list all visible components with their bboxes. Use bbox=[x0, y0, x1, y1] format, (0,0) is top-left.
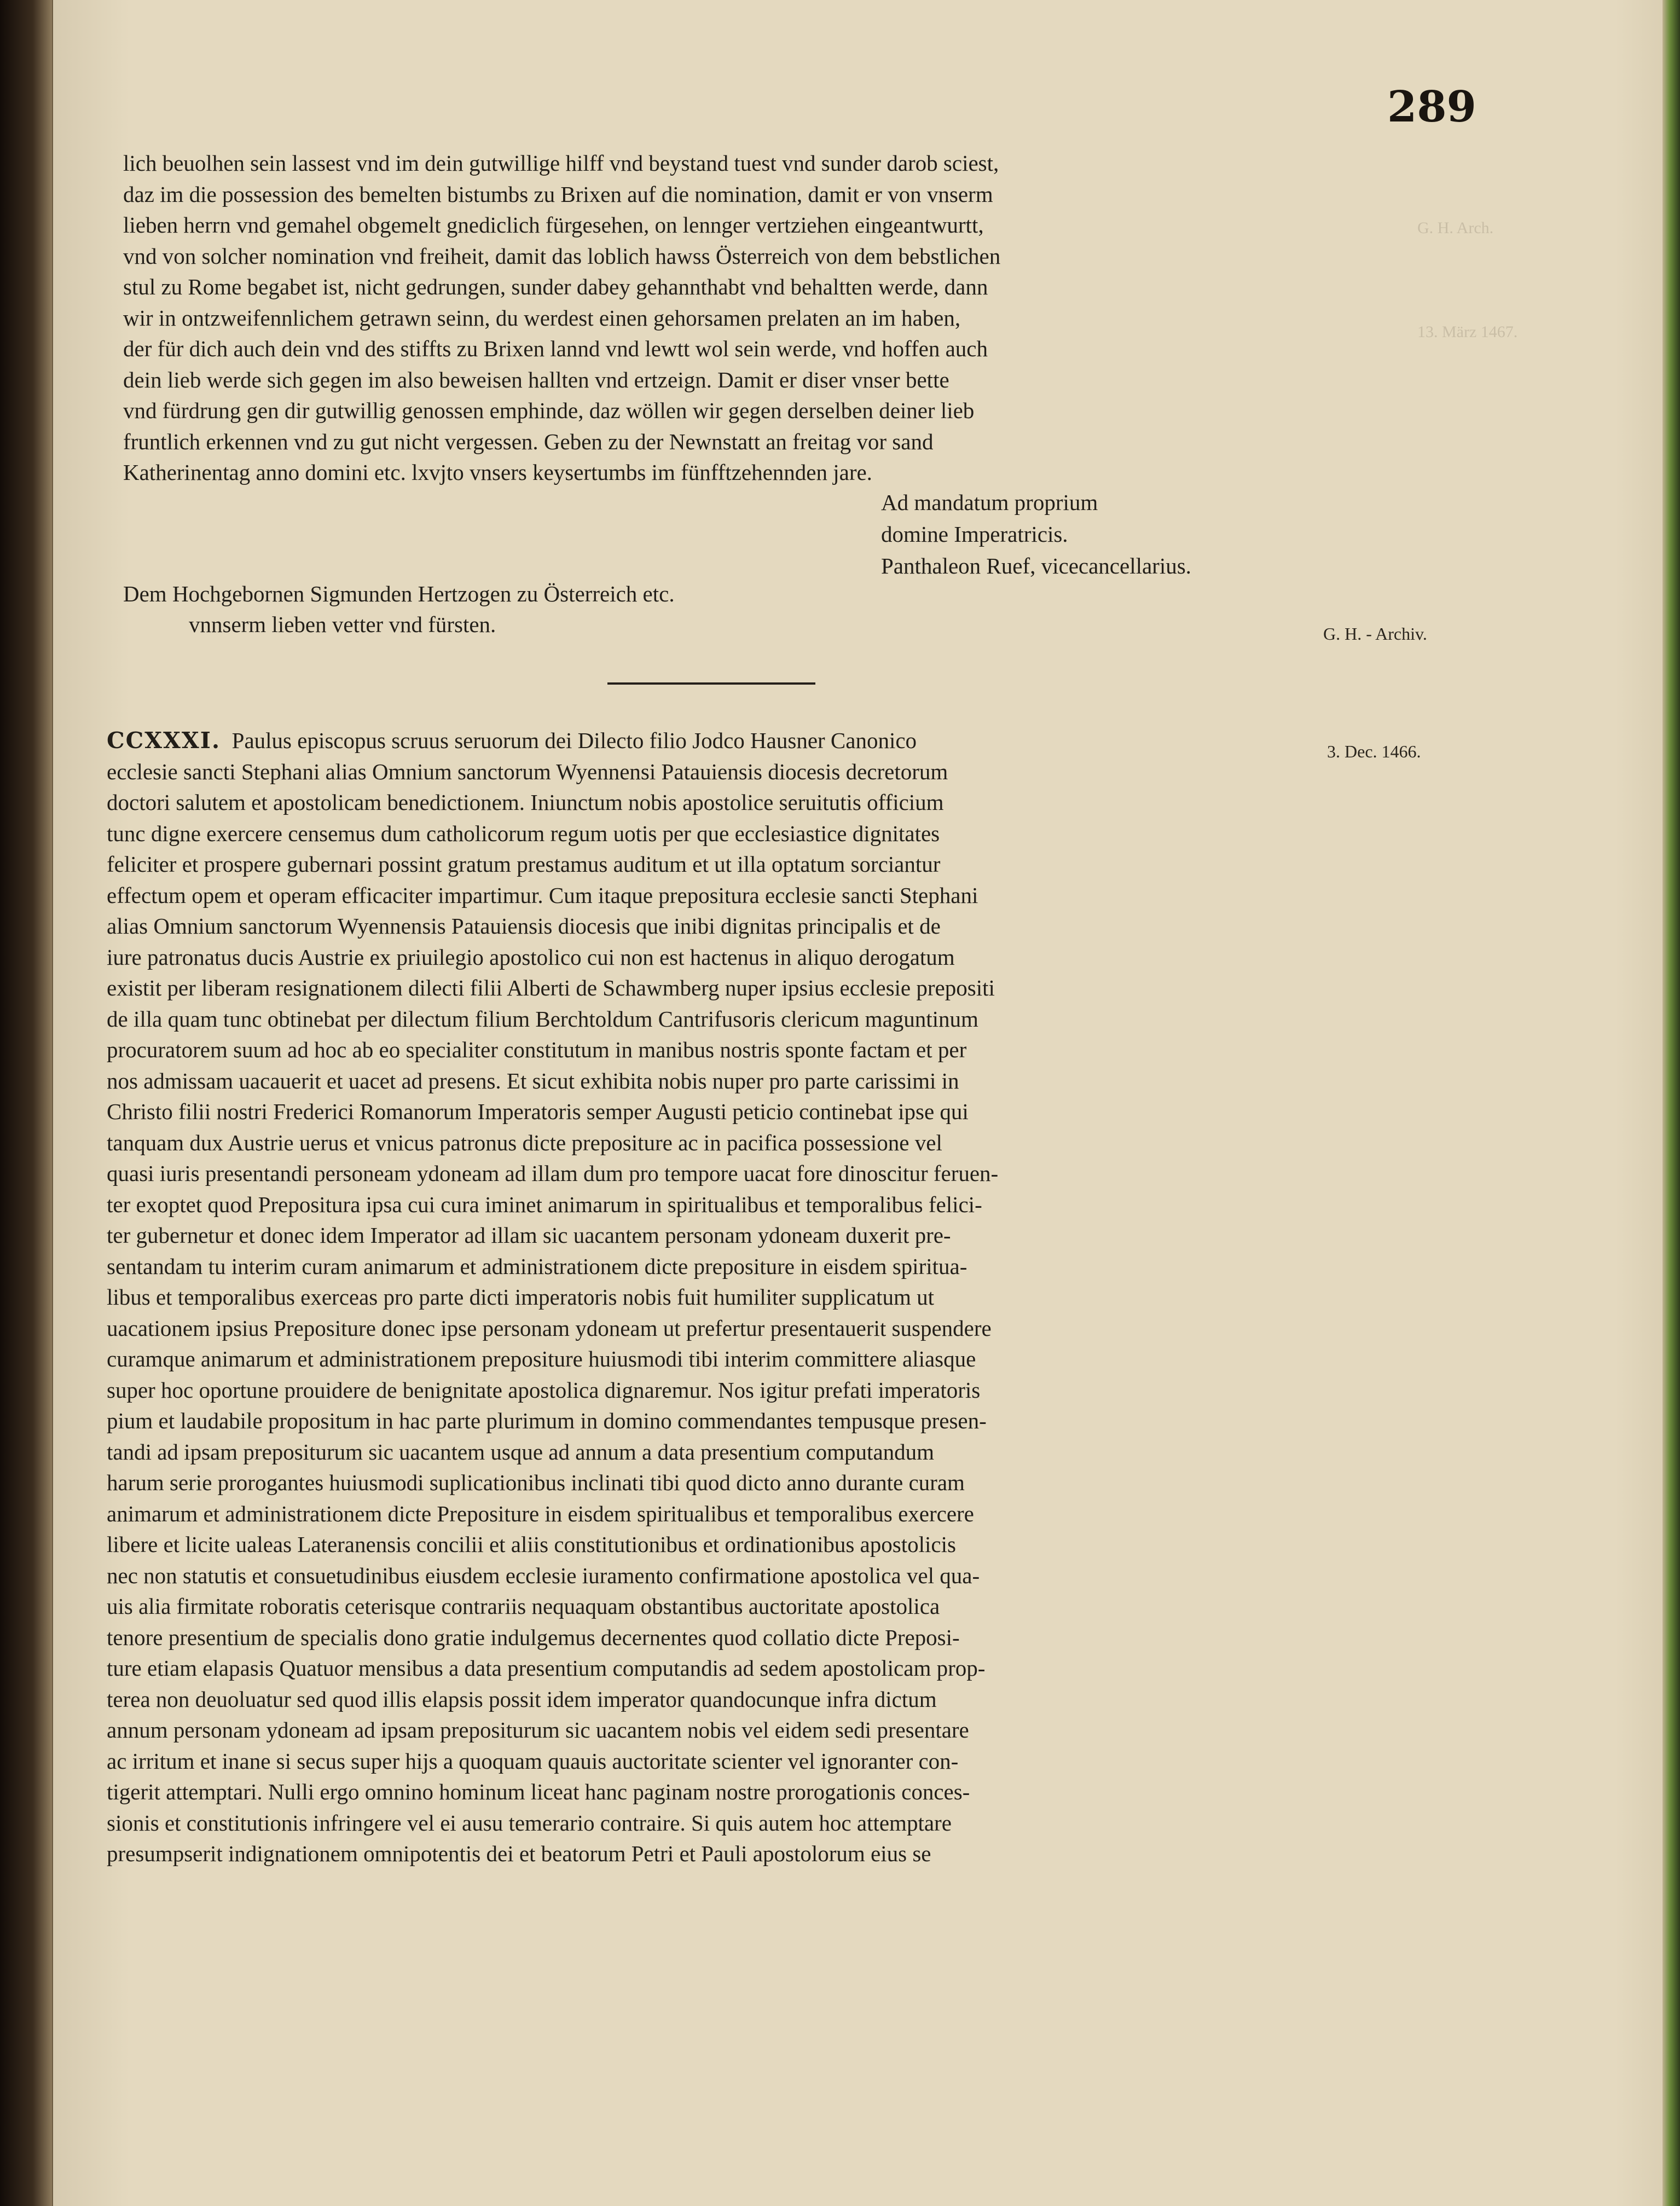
text-line: Katherinentag anno domini etc. lxvjto vnsers keysertumbs im fünfftzehennden jare. bbox=[123, 460, 872, 485]
text-line: effectum opem et operam efficaciter impartimur. Cum itaque prepositura ecclesie sancti Stephani bbox=[107, 882, 978, 908]
text-line: terea non deuoluatur sed quod illis elapsis possit idem imperator quandocunque infra dictum bbox=[107, 1686, 937, 1712]
text-line: doctori salutem et apostolicam benedictionem. Iniunctum nobis apostolice seruitutis officium bbox=[107, 790, 944, 815]
text-line: Christo filii nostri Frederici Romanorum Imperatoris semper Augusti peticio continebat ipse qui bbox=[107, 1099, 969, 1124]
text-line: libus et temporalibus exerceas pro parte dicti imperatoris nobis fuit humiliter supplicatum ut bbox=[107, 1284, 935, 1310]
text-line: uis alia firmitate roboratis ceterisque contrariis nequaquam obstantibus auctoritate apostolica bbox=[107, 1594, 940, 1619]
document-number: CCXXXI. bbox=[107, 727, 221, 754]
text-line: existit per liberam resignationem dilecti filii Alberti de Schawmberg nuper ipsius ecclesie prepositi bbox=[107, 975, 995, 1000]
text-line: ecclesie sancti Stephani alias Omnium sanctorum Wyennensi Patauiensis diocesis decretorum bbox=[107, 759, 948, 784]
top-letter-body bbox=[123, 148, 1313, 488]
signature-line-1: Ad mandatum proprium bbox=[881, 490, 1098, 515]
document-body bbox=[107, 725, 1311, 1869]
margin-date: 3. Dec. 1466. bbox=[1327, 742, 1421, 761]
address-line-2: vnnserm lieben vetter vnd fürsten. bbox=[189, 612, 496, 637]
text-line: curamque animarum et administrationem prepositure huiusmodi tibi interim committere aliasque bbox=[107, 1346, 976, 1371]
document-first-line bbox=[107, 725, 1311, 756]
text-line: uacationem ipsius Prepositure donec ipse personam ydoneam ut prefertur presentauerit suspendere bbox=[107, 1315, 992, 1341]
page-number: 289 bbox=[1387, 82, 1476, 132]
text-line: sionis et constitutionis infringere vel ei ausu temerario contraire. Si quis autem hoc attemptare bbox=[107, 1810, 952, 1836]
text-line: tenore presentium de specialis dono gratie indulgemus decernentes quod collatio dicte Preposi- bbox=[107, 1624, 960, 1650]
text-line: nos admissam uacauerit et uacet ad presens. Et sicut exhibita nobis nuper pro parte carissimi in bbox=[107, 1068, 959, 1093]
section-divider bbox=[607, 682, 815, 685]
text-line: der für dich auch dein vnd des stiffts zu Brixen lannd vnd lewtt wol sein werde, vnd hoffen auch bbox=[123, 336, 988, 361]
text-line: tandi ad ipsam prepositurum sic uacantem usque ad annum a data presentium computandum bbox=[107, 1439, 935, 1464]
text-line: sentandam tu interim curam animarum et administrationem dicte prepositure in eisdem spiritua- bbox=[107, 1253, 968, 1279]
text-line: stul zu Rome begabet ist, nicht gedrungen, sunder dabey gehannthabt vnd behaltten werde, dann bbox=[123, 274, 988, 299]
text-line: de illa quam tunc obtinebat per dilectum filium Berchtoldum Cantrifusoris clericum maguntinum bbox=[107, 1006, 978, 1032]
text-line: fruntlich erkennen vnd zu gut nicht vergessen. Geben zu der Newnstatt an freitag vor sand bbox=[123, 429, 934, 454]
text-line: animarum et administrationem dicte Prepositure in eisdem spiritualibus et temporalibus exercere bbox=[107, 1501, 974, 1526]
text-line: presumpserit indignationem omnipotentis dei et beatorum Petri et Pauli apostolorum eius se bbox=[107, 1841, 931, 1866]
text-line: iure patronatus ducis Austrie ex priuilegio apostolico cui non est hactenus in aliquo derogatum bbox=[107, 944, 955, 970]
text-line: procuratorem suum ad hoc ab eo specialiter constitutum in manibus nostris sponte factam et per bbox=[107, 1037, 967, 1062]
book-gutter bbox=[0, 0, 52, 2206]
text-line: pium et laudabile propositum in hac parte plurimum in domino commendantes tempusque presen- bbox=[107, 1408, 987, 1433]
bleed-through-note: G. H. Arch. bbox=[1417, 219, 1494, 237]
text-line: tigerit attemptari. Nulli ergo omnino hominum liceat hanc paginam nostre prorogationis conces- bbox=[107, 1779, 970, 1804]
text-line: libere et licite ualeas Lateranensis concilii et aliis constitutionibus et ordinationibus apostolicis bbox=[107, 1532, 956, 1557]
text-line: ter gubernetur et donec idem Imperator ad illam sic uacantem personam ydoneam duxerit pre- bbox=[107, 1223, 951, 1248]
text-line: wir in ontzweifennlichem getrawn seinn, du werdest einen gehorsamen prelaten an im haben, bbox=[123, 305, 961, 331]
signature-line-3: Panthaleon Ruef, vicecancellarius. bbox=[881, 553, 1191, 578]
text-line: vnd fürdrung gen dir gutwillig genossen emphinde, daz wöllen wir gegen derselben deiner lieb bbox=[123, 398, 975, 423]
text-line: ter exoptet quod Prepositura ipsa cui cura iminet animarum in spiritualibus et temporalibus felici- bbox=[107, 1191, 982, 1217]
text-line: lieben herrn vnd gemahel obgemelt gnediclich fürgesehen, on lennger vertziehen eingeantwurtt, bbox=[123, 212, 984, 238]
bleed-through-note: 13. März 1467. bbox=[1417, 323, 1518, 341]
page-edge bbox=[1662, 0, 1680, 2206]
text-line: tanquam dux Austrie uerus et vnicus patronus dicte prepositure ac in pacifica possessione vel bbox=[107, 1130, 942, 1155]
text-line: harum serie prorogantes huiusmodi suplicationibus inclinati tibi quod dicto anno durante curam bbox=[107, 1470, 965, 1495]
text-line: vnd von solcher nomination vnd freiheit, damit das loblich hawss Österreich von dem bebstlichen bbox=[123, 243, 1001, 269]
margin-source: G. H. - Archiv. bbox=[1323, 624, 1427, 644]
text-line: lich beuolhen sein lassest vnd im dein gutwillige hilff vnd beystand tuest vnd sunder darob sciest, bbox=[123, 150, 999, 176]
text-line: tunc digne exercere censemus dum catholicorum regum uotis per que ecclesiastice dignitates bbox=[107, 820, 940, 846]
document-opening: Paulus episcopus scruus seruorum dei Dilecto filio Jodco Hausner Canonico bbox=[231, 728, 917, 753]
text-line: annum personam ydoneam ad ipsam prepositurum sic uacantem nobis vel eidem sedi presentare bbox=[107, 1717, 969, 1742]
signature-line-2: domine Imperatricis. bbox=[881, 522, 1068, 547]
address-line-1: Dem Hochgebornen Sigmunden Hertzogen zu Österreich etc. bbox=[123, 581, 675, 606]
text-line: ture etiam elapasis Quatuor mensibus a data presentium computandis ad sedem apostolicam prop- bbox=[107, 1655, 986, 1681]
text-line: super hoc oportune prouidere de benignitate apostolica dignaremur. Nos igitur prefati imperatoris bbox=[107, 1377, 981, 1403]
text-line: quasi iuris presentandi personeam ydoneam ad illam dum pro tempore uacat fore dinoscitur feruen- bbox=[107, 1161, 999, 1186]
text-line: daz im die possession des bemelten bistumbs zu Brixen auf die nomination, damit er von vnserm bbox=[123, 181, 993, 207]
text-line: nec non statutis et consuetudinibus eiusdem ecclesie iuramento confirmatione apostolica vel qua- bbox=[107, 1562, 980, 1588]
text-line: dein lieb werde sich gegen im also beweisen hallten vnd ertzeign. Damit er diser vnser bette bbox=[123, 367, 949, 392]
text-line: feliciter et prospere gubernari possint gratum prestamus auditum et ut illa optatum sorciantur bbox=[107, 852, 941, 877]
text-line: ac irritum et inane si secus super hijs a quoquam quauis auctoritate scienter vel ignoranter con- bbox=[107, 1748, 959, 1774]
text-line: alias Omnium sanctorum Wyennensis Patauiensis diocesis que inibi dignitas principalis et de bbox=[107, 913, 941, 939]
